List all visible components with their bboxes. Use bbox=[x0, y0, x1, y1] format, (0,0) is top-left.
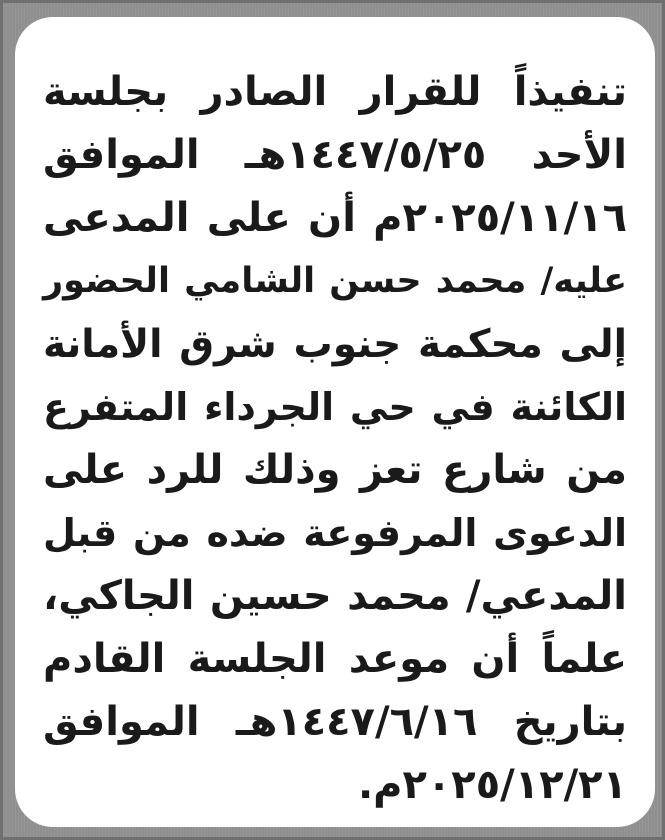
notice-line: ٢٠٢٥/١١/١٦م أن على المدعى bbox=[43, 195, 627, 241]
notice-line: الدعوى المرفوعة ضده من قبل bbox=[43, 511, 627, 555]
notice-line: بتاريخ ١٤٤٧/٦/١٦هـ الموافق bbox=[43, 699, 627, 745]
notice-body bbox=[43, 61, 627, 817]
notice-line: المدعي/ محمد حسين الجاكي، bbox=[43, 573, 627, 619]
notice-line: الأحد ١٤٤٧/٥/٢٥هـ الموافق bbox=[43, 132, 627, 178]
notice-line: علماً أن موعد الجلسة القادم bbox=[43, 636, 627, 682]
notice-line: من شارع تعز وذلك للرد على bbox=[43, 447, 627, 493]
notice-line: تنفيذاً للقرار الصادر بجلسة bbox=[43, 69, 627, 115]
notice-line: إلى محكمة جنوب شرق الأمانة bbox=[43, 322, 627, 367]
notice-line: الكائنة في حي الجرداء المتفرع bbox=[43, 385, 627, 429]
notice-card bbox=[15, 17, 655, 827]
notice-line: ٢٠٢٥/١٢/٢١م. bbox=[357, 762, 627, 808]
notice-line: عليه/ محمد حسن الشامي الحضور bbox=[43, 261, 627, 301]
